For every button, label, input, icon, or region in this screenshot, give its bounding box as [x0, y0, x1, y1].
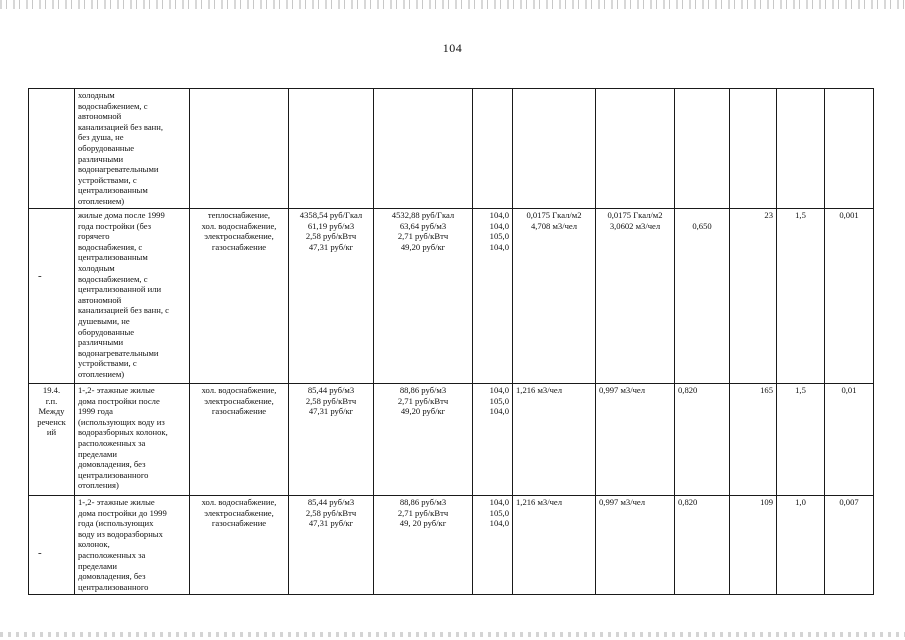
scan-edge-bottom: [0, 632, 905, 637]
row-description: жилые дома после 1999 года постройки (без горячего водоснабжения, с централизованным холодным водоснабжением, с централизованной или автономной канализацией без ванн, с душевыми, не оборудованные различными водонагревательными устройствами, с отоплением): [75, 209, 190, 384]
row-norm-new: 0,0175 Гкал/м2 3,0602 м3/чел: [596, 209, 675, 384]
row-norm-prev: 1,216 м3/чел: [513, 384, 596, 496]
table-row: [29, 496, 874, 595]
row-tariff-prev: 4358,54 руб/Гкал 61,19 руб/м3 2,58 руб/кВтч 47,31 руб/кг: [289, 209, 374, 384]
row-value-11: 0,001: [825, 209, 874, 384]
row-description: 1-,2- этажные жилые дома постройки после 1999 года (использующих воду из водоразборных колонок, расположенных за пределами домовладения, без централизованного отопления): [75, 384, 190, 496]
row-value-11: 0,01: [825, 384, 874, 496]
row-code-cell: [29, 89, 75, 209]
row-tariff-prev: [289, 89, 374, 209]
row-norm-new: 0,997 м3/чел: [596, 384, 675, 496]
scan-edge-top: [0, 0, 905, 9]
row-value-11: 0,007: [825, 496, 874, 595]
row-value-9: 23: [730, 209, 777, 384]
row-services: хол. водоснабжение, электроснабжение, газоснабжение: [190, 384, 289, 496]
row-norm-prev: [513, 89, 596, 209]
row-coefficient: 0,820: [675, 384, 730, 496]
row-description: холодным водоснабжением, с автономной канализацией без ванн, без душа, не оборудованные различными водонагревательными устройствами, с централизованным отоплением): [75, 89, 190, 209]
row-code-cell: [29, 496, 75, 595]
row-tariff-new: 4532,88 руб/Гкал 63,64 руб/м3 2,71 руб/кВтч 49,20 руб/кг: [374, 209, 473, 384]
row-index: 104,0 104,0 105,0 104,0: [473, 209, 513, 384]
row-norm-prev: 0,0175 Гкал/м2 4,708 м3/чел: [513, 209, 596, 384]
row-norm-new: 0,997 м3/чел: [596, 496, 675, 595]
row-value-10: 1,0: [777, 496, 825, 595]
row-marker: -: [38, 270, 42, 282]
table-row: [29, 384, 874, 496]
row-description: 1-,2- этажные жилые дома постройки до 1999 года (использующих воду из водоразборных колонок, расположенных за пределами домовладения, без централизованного: [75, 496, 190, 595]
row-value-9: 165: [730, 384, 777, 496]
row-tariff-new: [374, 89, 473, 209]
row-tariff-new: 88,86 руб/м3 2,71 руб/кВтч 49, 20 руб/кг: [374, 496, 473, 595]
row-coefficient: [675, 89, 730, 209]
row-norm-new: [596, 89, 675, 209]
row-code-cell: [29, 384, 75, 496]
row-norm-prev: 1,216 м3/чел: [513, 496, 596, 595]
row-services: теплоснабжение, хол. водоснабжение, электроснабжение, газоснабжение: [190, 209, 289, 384]
row-index: [473, 89, 513, 209]
page-number: 104: [442, 41, 463, 55]
row-marker: -: [38, 547, 42, 559]
row-index: 104,0 105,0 104,0: [473, 384, 513, 496]
row-value-10: 1,5: [777, 209, 825, 384]
row-services: хол. водоснабжение, электроснабжение, газоснабжение: [190, 496, 289, 595]
row-value-11: [825, 89, 874, 209]
row-code: 19.4. г.п. Между реченск ий: [37, 385, 66, 438]
row-value-9: 109: [730, 496, 777, 595]
row-tariff-prev: 85,44 руб/м3 2,58 руб/кВтч 47,31 руб/кг: [289, 384, 374, 496]
row-value-10: 1,5: [777, 384, 825, 496]
row-coefficient: 0,650: [675, 209, 730, 384]
row-coefficient: 0,820: [675, 496, 730, 595]
row-code-cell: [29, 209, 75, 384]
row-tariff-new: 88,86 руб/м3 2,71 руб/кВтч 49,20 руб/кг: [374, 384, 473, 496]
row-tariff-prev: 85,44 руб/м3 2,58 руб/кВтч 47,31 руб/кг: [289, 496, 374, 595]
tariff-table: [28, 88, 874, 595]
table-row: [29, 89, 874, 209]
row-value-10: [777, 89, 825, 209]
row-value-9: [730, 89, 777, 209]
table-row: [29, 209, 874, 384]
row-services: [190, 89, 289, 209]
row-index: 104,0 105,0 104,0: [473, 496, 513, 595]
